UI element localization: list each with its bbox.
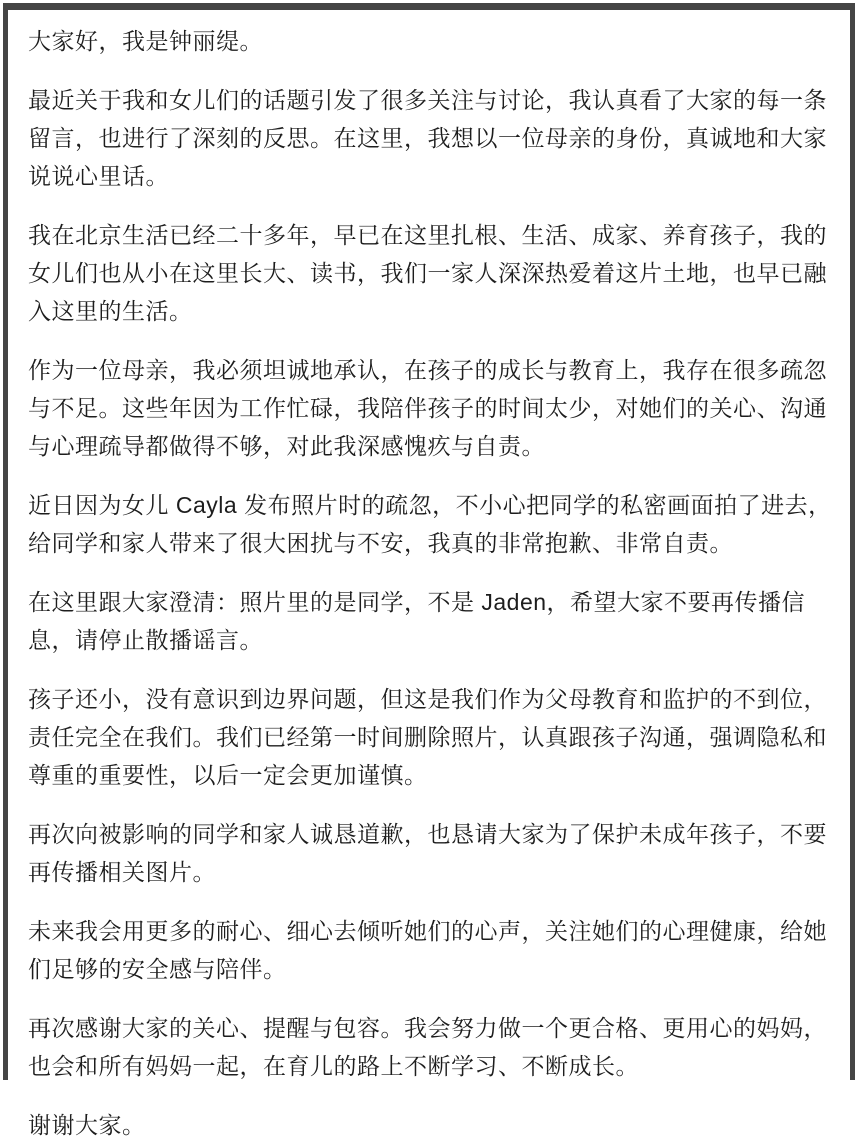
- statement-paragraph-intro: 最近关于我和女儿们的话题引发了很多关注与讨论，我认真看了大家的每一条留言，也进行了深刻的反思。在这里，我想以一位母亲的身份，真诚地和大家说说心里话。: [28, 87, 827, 189]
- statement-paragraph-closing: 谢谢大家。: [28, 1112, 146, 1138]
- statement-paragraph-self-reflection: 作为一位母亲，我必须坦诚地承认，在孩子的成长与教育上，我存在很多疏忽与不足。这些年因为工作忙碌，我陪伴孩子的时间太少，对她们的关心、沟通与心理疏导都做得不够，对此我深感愧疚与自责。: [28, 357, 827, 459]
- statement-paragraph-thanks: 再次感谢大家的关心、提醒与包容。我会努力做一个更合格、更用心的妈妈，也会和所有妈妈一起，在育儿的路上不断学习、不断成长。: [28, 1015, 827, 1079]
- statement-paragraph-incident: 近日因为女儿 Cayla 发布照片时的疏忽，不小心把同学的私密画面拍了进去，给同学和家人带来了很大困扰与不安，我真的非常抱歉、非常自责。: [28, 492, 832, 556]
- statement-paragraph-responsibility: 孩子还小，没有意识到边界问题，但这是我们作为父母教育和监护的不到位，责任完全在我们。我们已经第一时间删除照片，认真跟孩子沟通，强调隐私和尊重的重要性，以后一定会更加谨慎。: [28, 686, 827, 788]
- statement-paragraph-beijing-life: 我在北京生活已经二十多年，早已在这里扎根、生活、成家、养育孩子，我的女儿们也从小在这里长大、读书，我们一家人深深热爱着这片土地，也早已融入这里的生活。: [28, 222, 827, 324]
- statement-page: [3, 3, 855, 1138]
- statement-text: [8, 10, 850, 1144]
- statement-paragraph-greeting: 大家好，我是钟丽缇。: [28, 28, 263, 54]
- statement-paragraph-promise: 未来我会用更多的耐心、细心去倾听她们的心声，关注她们的心理健康，给她们足够的安全感与陪伴。: [28, 918, 827, 982]
- statement-paragraph-apology: 再次向被影响的同学和家人诚恳道歉，也恳请大家为了保护未成年孩子，不要再传播相关图片。: [28, 821, 827, 885]
- statement-paragraph-clarification: 在这里跟大家澄清：照片里的是同学，不是 Jaden，希望大家不要再传播信息，请停止散播谣言。: [28, 589, 806, 653]
